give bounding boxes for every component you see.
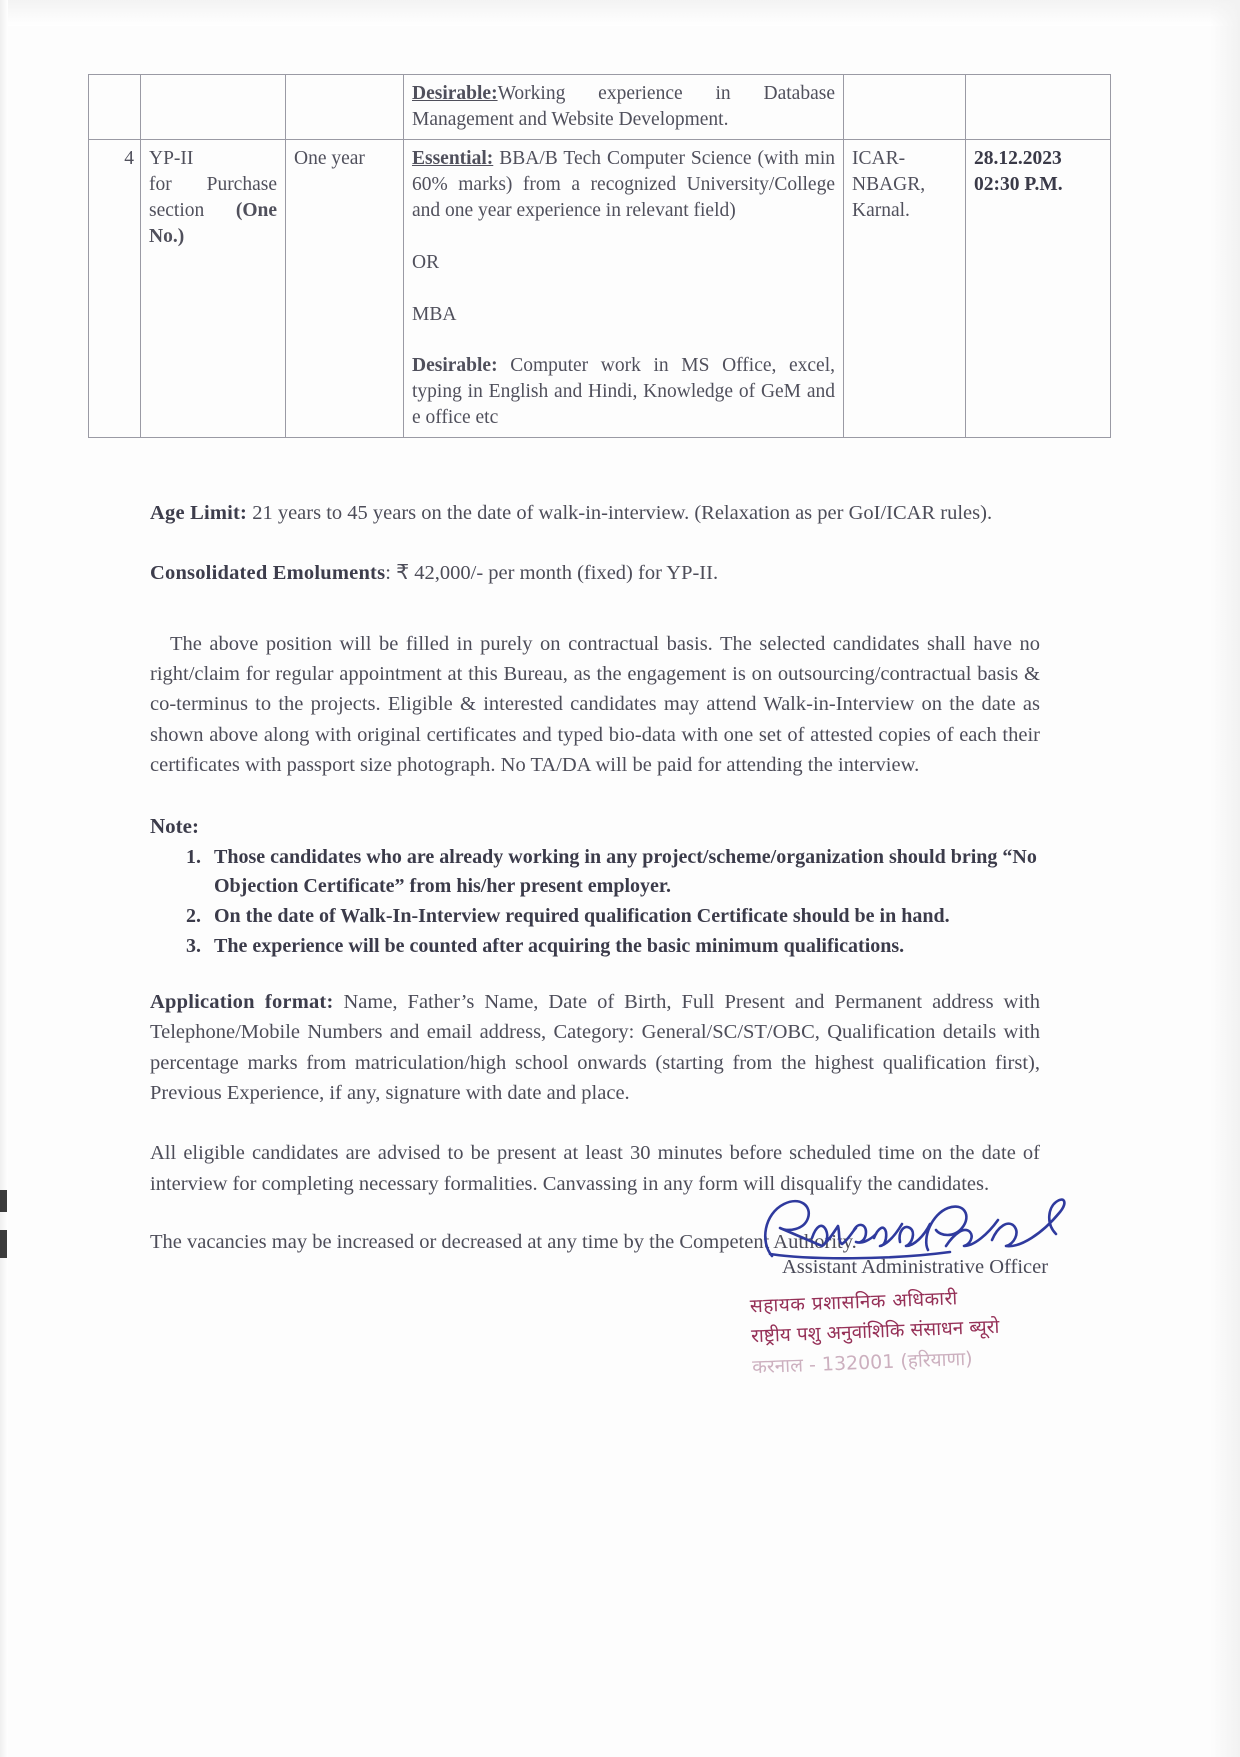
desirable-text-prev: Working experience in Database Management and Website Development.: [412, 83, 835, 130]
application-format-text: Name, Father’s Name, Date of Birth, Full Present and Permanent address with Telephone/Mobile Numbers and email address, Category: General/SC/ST/OBC, Qualification details with percentage marks from matriculation/high school onwards (starting from the highest qualification first), Previous Experience, if any, signature with date and place.: [150, 990, 1040, 1104]
table-row: [89, 139, 1111, 437]
age-limit-value: 21 years to 45 years on the date of walk-in-interview. (Relaxation as per GoI/ICAR rules).: [247, 502, 993, 524]
note-title: Note:: [150, 814, 199, 839]
age-limit-label: Age Limit:: [150, 502, 248, 524]
emoluments-line: [150, 558, 1040, 588]
stamp-line-2: राष्ट्रीय पशु अनुवांशिकि संसाधन ब्यूरो: [750, 1316, 1000, 1348]
cell-serial-number: 4: [89, 139, 141, 437]
scan-edge-left: [0, 0, 8, 1757]
list-item: 1. Those candidates who are already working in any project/scheme/organization should bring “No Objection Certificate” from his/her present employer.: [206, 843, 1040, 900]
signature-block: [735, 1190, 1095, 1379]
stamp-line-1: सहायक प्रशासनिक अधिकारी: [749, 1287, 959, 1318]
desirable-label: Desirable:: [412, 355, 498, 377]
application-format-paragraph: [150, 987, 1040, 1108]
cell-interview-place: ICAR-NBAGR, Karnal.: [844, 139, 966, 437]
stamp-line-3: करनाल - 132001 (हरियाणा): [751, 1347, 973, 1379]
advice-paragraph: All eligible candidates are advised to be present at least 30 minutes before scheduled time on the date of interview for completing necessary formalities. Canvassing in any form will disqualify the candidates.: [150, 1142, 1040, 1195]
essential-text: BBA/B Tech Computer Science (with min 60% marks) from a recognized University/College and one year experience in relevant field): [412, 147, 835, 221]
signature-designation: Assistant Administrative Officer: [781, 1256, 1049, 1278]
cell-post-name: [141, 139, 286, 437]
desirable-text: Computer work in MS Office, excel, typing in English and Hindi, Knowledge of GeM and e office etc: [412, 355, 835, 429]
interview-time: 02:30 P.M.: [974, 173, 1063, 195]
cell-place-empty: [844, 75, 966, 140]
application-format-label: Application format:: [150, 990, 334, 1013]
handwritten-signature: [750, 1190, 1080, 1262]
post-line-3: section: [149, 199, 205, 221]
cell-post-empty: [141, 75, 286, 140]
alternate-qualification: MBA: [412, 303, 457, 325]
post-line-2: for Purchase: [149, 173, 277, 195]
desirable-label-prev: Desirable:: [412, 83, 498, 104]
note-list: [150, 843, 1040, 961]
scan-edge-top: [0, 0, 1240, 26]
qualification-table-wrapper: [88, 74, 1110, 438]
cell-sno-empty: [89, 75, 141, 140]
cell-duration: One year: [286, 139, 404, 437]
post-line-1: YP-II: [149, 147, 194, 169]
list-item: 3. The experience will be counted after acquiring the basic minimum qualifications.: [206, 932, 1040, 960]
essential-label: Essential:: [412, 147, 494, 169]
age-limit-line: [150, 498, 1040, 528]
official-rubber-stamp: [733, 1278, 1096, 1383]
scan-artifact-mark-1: [0, 1190, 7, 1212]
cell-date-empty: [966, 75, 1111, 140]
table-row-continuation: [89, 75, 1111, 140]
vacancy-paragraph: The vacancies may be increased or decreased at any time by the Competent Authority.: [150, 1230, 857, 1253]
interview-date: 28.12.2023: [974, 147, 1062, 169]
emoluments-label: Consolidated Emoluments: [150, 562, 386, 585]
emoluments-value: : ₹ 42,000/- per month (fixed) for YP-II.: [385, 562, 719, 585]
document-body: [150, 498, 1040, 1280]
cell-qualification-continuation: [404, 75, 844, 140]
scan-edge-right: [1210, 0, 1240, 1757]
main-paragraph: The above position will be filled in purely on contractual basis. The selected candidates shall have no right/claim for regular appointment at this Bureau, as the engagement is on outsourcing/contractual basis & co-terminus to the projects. Eligible & interested candidates may attend Walk-in-Interview on the date as shown above along with original certificates and typed bio-data with one set of attested copies of each their certificates with passport size photograph. No TA/DA will be paid for attending the interview.: [150, 632, 1040, 776]
note-section: [150, 814, 1040, 961]
scan-artifact-mark-2: [0, 1230, 7, 1258]
or-separator: OR: [412, 251, 440, 273]
post-count-bold: (One No.): [149, 199, 277, 247]
qualification-table: [88, 74, 1111, 438]
spacer-1: [150, 963, 1040, 987]
cell-interview-datetime: [966, 139, 1111, 437]
cell-duration-empty: [286, 75, 404, 140]
cell-qualification: [404, 139, 844, 437]
list-item: 2. On the date of Walk-In-Interview required qualification Certificate should be in hand.: [206, 902, 1040, 930]
